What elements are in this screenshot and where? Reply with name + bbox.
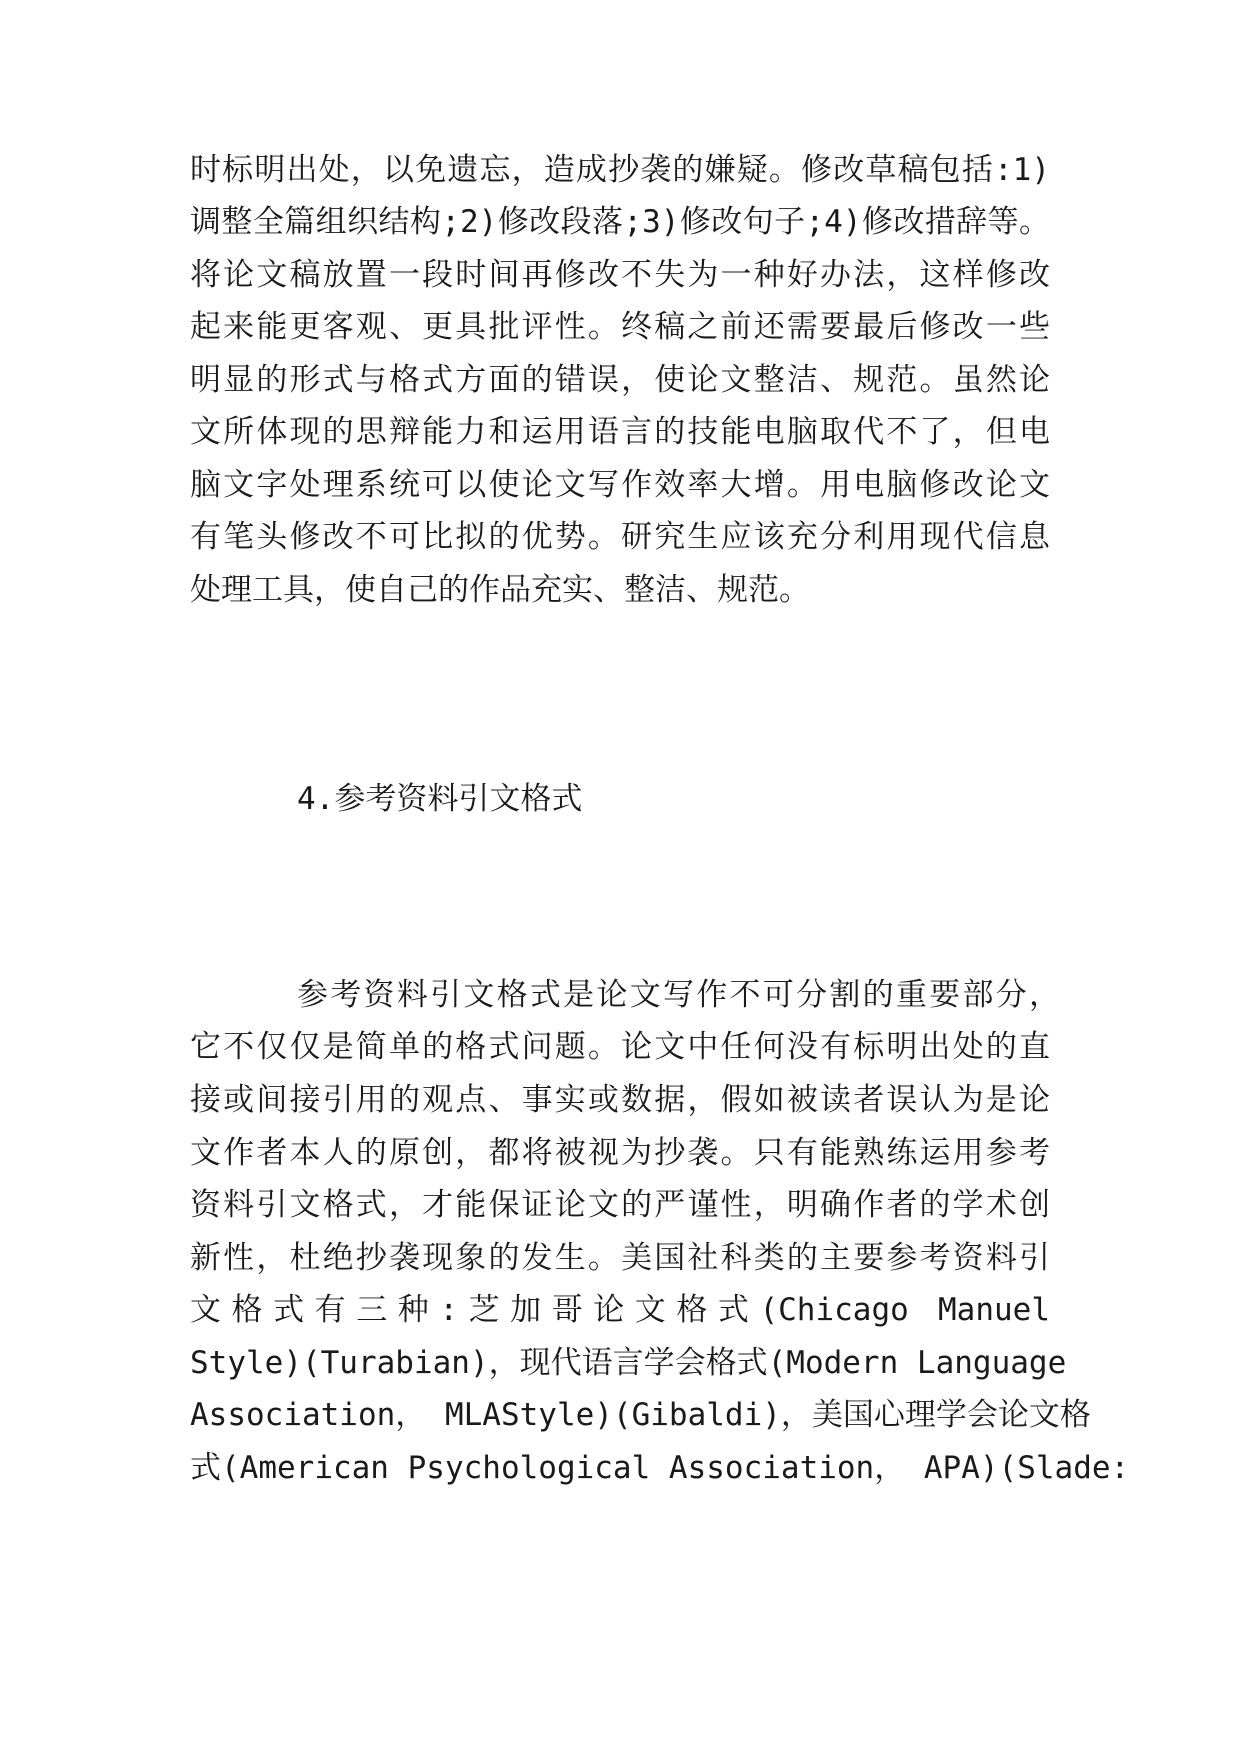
paragraph2-line-2: 它不仅仅是简单的格式问题。论文中任何没有标明出处的直 <box>190 1029 1050 1065</box>
paragraph1-line-4: 起来能更客观、更具批评性。终稿之前还需要最后修改一些 <box>190 309 1050 345</box>
paragraph2-line-9: Association， MLAStyle)(Gibaldi)，美国心理学会论文格 <box>190 1397 1091 1433</box>
paragraph2-line-10: 式(American Psychological Association， APA)(Slade: <box>190 1450 1130 1486</box>
section-heading: 4.参考资料引文格式 <box>297 781 583 817</box>
paragraph1-line-9: 处理工具，使自己的作品充实、整洁、规范。 <box>190 572 810 608</box>
paragraph2-line-1: 参考资料引文格式是论文写作不可分割的重要部分， <box>297 977 1060 1013</box>
paragraph2-line-8: Style)(Turabian)，现代语言学会格式(Modern Language <box>190 1345 1067 1381</box>
paragraph2-line-3: 接或间接引用的观点、事实或数据，假如被读者误认为是论 <box>190 1082 1050 1118</box>
paragraph1-line-2: 调整全篇组织结构;2)修改段落;3)修改句子;4)修改措辞等。 <box>190 204 1050 240</box>
paragraph2-line-4: 文作者本人的原创，都将被视为抄袭。只有能熟练运用参考 <box>190 1135 1050 1171</box>
paragraph1-line-3: 将论文稿放置一段时间再修改不失为一种好办法，这样修改 <box>190 257 1050 293</box>
paragraph2-line-5: 资料引文格式，才能保证论文的严谨性，明确作者的学术创 <box>190 1187 1050 1223</box>
paragraph2-line-7: 文格式有三种:芝加哥论文格式(Chicago Manuel <box>190 1292 1050 1328</box>
paragraph1-line-7: 脑文字处理系统可以使论文写作效率大增。用电脑修改论文 <box>190 467 1050 503</box>
paragraph1-line-8: 有笔头修改不可比拟的优势。研究生应该充分利用现代信息 <box>190 519 1050 555</box>
paragraph1-line-5: 明显的形式与格式方面的错误，使论文整洁、规范。虽然论 <box>190 362 1050 398</box>
paragraph2-line-6: 新性，杜绝抄袭现象的发生。美国社科类的主要参考资料引 <box>190 1240 1050 1276</box>
paragraph1-line-1: 时标明出处，以免遗忘，造成抄袭的嫌疑。修改草稿包括:1) <box>190 152 1050 188</box>
paragraph1-line-6: 文所体现的思辩能力和运用语言的技能电脑取代不了，但电 <box>190 414 1050 450</box>
